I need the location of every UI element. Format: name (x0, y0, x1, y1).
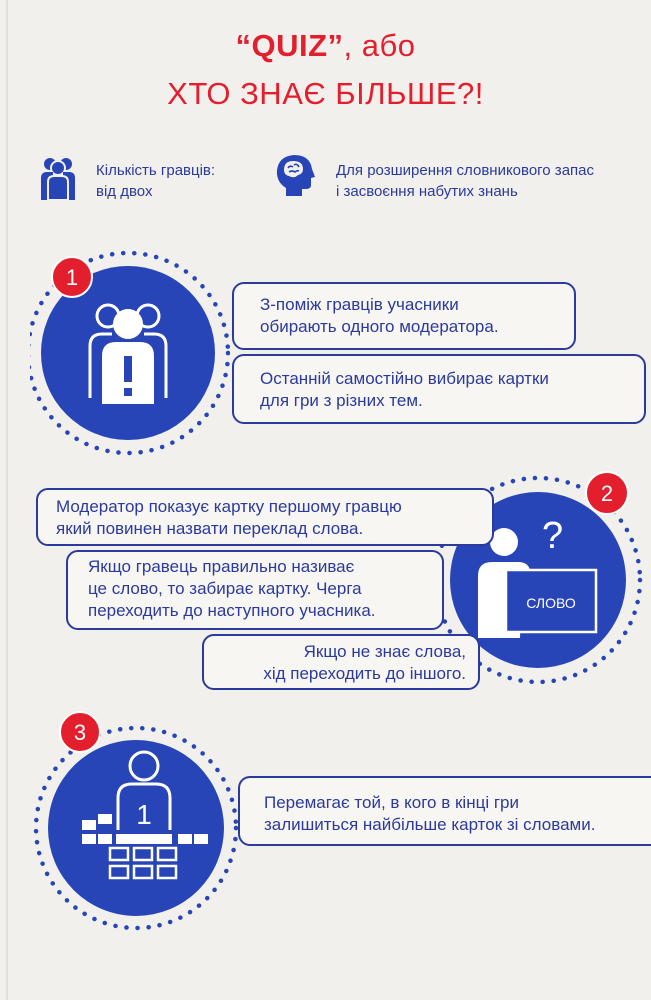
svg-text:?: ? (542, 515, 564, 557)
step3-card-1 (238, 776, 651, 846)
card-line: це слово, то забирає картку. Черга (88, 579, 362, 598)
card-line: для гри з різних тем. (260, 391, 423, 410)
step2-badge (584, 470, 630, 516)
step2-card-2 (66, 550, 444, 630)
title-abo: , або (343, 28, 416, 63)
card-line: З-поміж гравців учасники (260, 295, 459, 314)
players-icon (38, 154, 78, 202)
title-quiz: “QUIZ” (235, 28, 344, 63)
page-title (0, 28, 651, 64)
card-line: хід переходить до іншого. (263, 664, 466, 683)
card-line: залишиться найбільше карток зі словами. (264, 815, 596, 834)
players-info (96, 160, 215, 202)
word-card-label: СЛОВО (526, 595, 576, 611)
card-line: Якщо гравець правильно називає (88, 557, 355, 576)
step1-badge (50, 255, 94, 299)
step2-number: 2 (600, 481, 614, 506)
players-value: від двох (96, 183, 153, 200)
step3-badge (58, 710, 102, 754)
card-line: Модератор показує картку першому гравцю (56, 497, 402, 516)
podium-number: 1 (136, 799, 152, 830)
card-line: Якщо не знає слова, (303, 642, 466, 661)
page-edge (6, 0, 8, 1000)
card-line: Останній самостійно вибирає картки (260, 369, 549, 388)
card-line: обирають одного модератора. (260, 317, 499, 336)
page-subtitle: ХТО ЗНАЄ БІЛЬШЕ?! (167, 76, 484, 111)
step1-number: 1 (65, 265, 79, 290)
purpose-line2: і засвоєння набутих знань (336, 183, 518, 200)
step2-card-3 (202, 634, 480, 690)
step1-card-2 (232, 354, 646, 424)
card-line: який повинен назвати переклад слова. (56, 519, 364, 538)
purpose-info (336, 160, 594, 202)
head-brain-icon (272, 152, 318, 198)
card-line: переходить до наступного учасника. (88, 601, 376, 620)
step3-number: 3 (73, 720, 87, 745)
purpose-line1: Для розширення словникового запас (336, 162, 594, 179)
step2-card-1 (36, 488, 494, 546)
step1-card-1 (232, 282, 576, 350)
card-line: Перемагає той, в кого в кінці гри (264, 793, 519, 812)
players-label: Кількість гравців: (96, 162, 216, 179)
